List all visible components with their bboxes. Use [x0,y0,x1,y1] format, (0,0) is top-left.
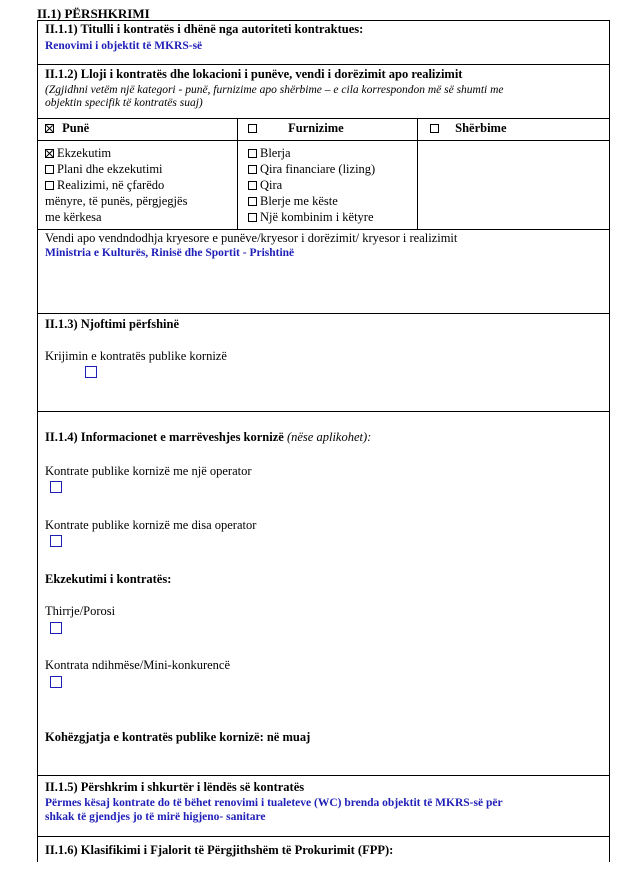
list-item[interactable] [248,209,375,225]
opt-multi-operator-label: Kontrate publike kornizë me disa operator [45,518,257,532]
column-divider [417,118,418,229]
divider [37,140,610,141]
checkbox-icon[interactable] [248,197,257,206]
option-label: Qira financiare (lizing) [260,162,376,176]
column-divider [237,118,238,229]
option-label: Plani dhe ekzekutimi [57,162,163,176]
option-label: Blerja [260,146,291,160]
checkbox-icon[interactable] [248,149,257,158]
s115-description: Përmes kësaj kontrate do të bëhet renovimi i tualeteve (WC) brenda objektit të MKRS-së për [45,797,503,809]
section-title: II.1) PËRSHKRIMI [37,6,150,21]
list-item[interactable] [248,145,375,161]
checkbox-icon[interactable] [45,181,54,190]
option-label: Ekzekutim [57,146,112,160]
checked-checkbox-icon[interactable] [45,149,54,158]
category-sherbime[interactable] [430,121,507,136]
divider [37,836,610,837]
checkbox-icon[interactable] [430,124,439,133]
checkbox-icon[interactable] [45,165,54,174]
framework-contract-checkbox[interactable] [85,366,97,378]
category-label: Shërbime [455,121,507,135]
opt-one-operator-label: Kontrate publike kornizë me një operator [45,464,252,478]
s115-description: shkak të gjendjes jo të mirë higjeno- sanitare [45,811,266,823]
checkbox-icon[interactable] [248,165,257,174]
list-item[interactable] [248,161,375,177]
location-value: Ministria e Kulturës, Rinisë dhe Sportit - Prishtinë [45,247,295,259]
mini-competition-checkbox[interactable] [50,676,62,688]
checkbox-icon[interactable] [248,213,257,222]
list-item[interactable] [45,161,187,177]
s113-heading: II.1.3) Njoftimi përfshinë [45,317,180,331]
multi-operator-checkbox[interactable] [50,535,62,547]
furnizime-options [248,145,375,225]
divider [37,118,610,119]
option-continuation: mënyre, të punës, përgjegjës [45,194,188,208]
list-item[interactable] [45,145,187,161]
option-label: Blerje me këste [260,194,338,208]
s112-heading: II.1.2) Lloji i kontratës dhe lokacioni i punëve, vendi i dorëzimit apo realizimit [45,67,463,81]
divider [37,229,610,230]
s114-heading-line [45,430,371,445]
list-item[interactable] [248,177,375,193]
s116-heading: II.1.6) Klasifikimi i Fjalorit të Përgjithshëm të Prokurimit (FPP): [45,843,394,857]
divider [37,411,610,412]
one-operator-checkbox[interactable] [50,481,62,493]
option-label: Realizimi, në çfarëdo [57,178,165,192]
list-item[interactable] [45,177,187,193]
category-label: Punë [62,121,90,135]
location-label: Vendi apo vendndodhja kryesore e punëve/kryesor i dorëzimit/ kryesor i realizimit [45,231,458,245]
s112-note: (Zgjidhni vetëm një kategori - punë, furnizime apo shërbime – e cila korrespondon më së shumti me [45,84,504,96]
option-label: Qira [260,178,283,192]
execution-heading: Ekzekutimi i kontratës: [45,572,172,586]
s113-option-label: Krijimin e kontratës publike kornizë [45,349,227,363]
s111-value: Renovimi i objektit të MKRS-së [45,40,203,52]
mini-competition-label: Kontrata ndihmëse/Mini-konkurencë [45,658,231,672]
s111-heading: II.1.1) Titulli i kontratës i dhënë nga autoriteti kontraktues: [45,22,364,36]
s112-note: objektin specifik të kontratës suaj) [45,97,203,109]
divider [37,775,610,776]
category-label: Furnizime [288,121,344,135]
checkbox-icon[interactable] [248,124,257,133]
call-order-checkbox[interactable] [50,622,62,634]
duration-label: Kohëzgjatja e kontratës publike kornizë: në muaj [45,730,311,744]
option-label: Një kombinim i këtyre [260,210,374,224]
s115-heading: II.1.5) Përshkrim i shkurtër i lëndës së kontratës [45,780,305,794]
checkbox-icon[interactable] [248,181,257,190]
call-order-label: Thirrje/Porosi [45,604,116,618]
s114-heading: II.1.4) Informacionet e marrëveshjes kornizë [45,430,284,444]
category-pune[interactable] [45,121,89,136]
option-continuation: me kërkesa [45,210,102,224]
divider [37,313,610,314]
list-item[interactable] [248,193,375,209]
s114-heading-note: (nëse aplikohet): [286,430,372,444]
checked-checkbox-icon[interactable] [45,124,54,133]
pune-options [45,145,187,225]
category-furnizime[interactable] [248,121,344,136]
divider [37,64,610,65]
